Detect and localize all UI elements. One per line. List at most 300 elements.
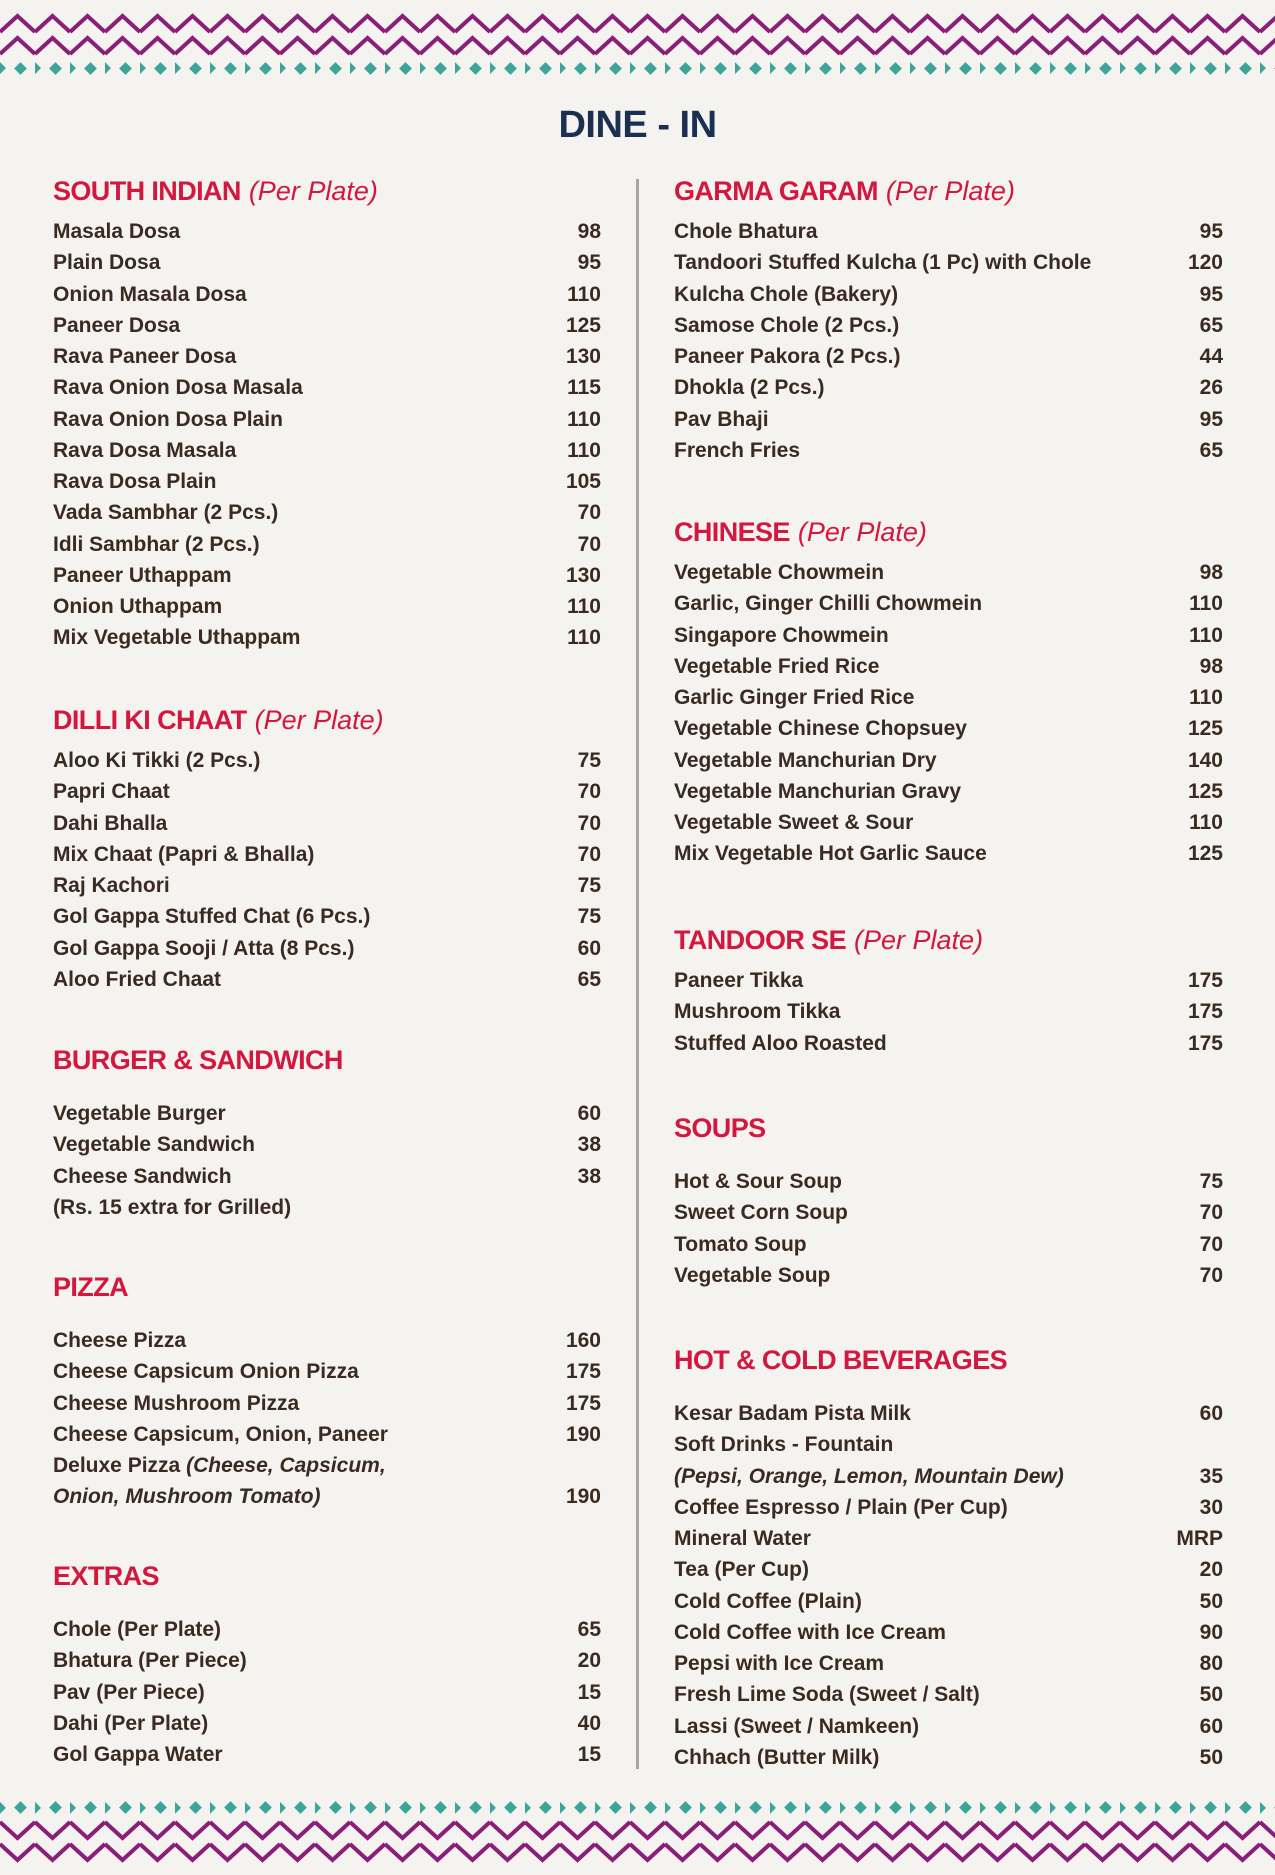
item-name-text: Rava Onion Dosa Plain [53,407,283,431]
menu-item-price: 110 [1189,623,1223,647]
item-name-text: Cheese Sandwich [53,1164,232,1188]
section-title: EXTRAS [53,1561,159,1591]
menu-item [674,1166,1223,1197]
menu-item-name [53,1739,223,1770]
section-heading [674,512,1223,552]
menu-item-name [674,404,769,435]
menu-item-name [53,1356,359,1387]
menu-item-name [53,1419,388,1450]
menu-item [53,622,601,653]
item-name-text: Vegetable Chowmein [674,561,885,585]
menu-item-price: 50 [1199,1683,1223,1707]
menu-item-price: 175 [1187,1000,1223,1024]
menu-item-name [53,310,180,341]
menu-item [674,1028,1223,1059]
menu-item-name [674,1554,809,1585]
top-zigzag-border [0,8,1275,88]
item-name-text: Stuffed Aloo Roasted [674,1031,887,1055]
section-title: HOT & COLD BEVERAGES [674,1345,1008,1375]
menu-item [53,1325,601,1356]
section-title: GARMA GARAM [674,176,878,206]
menu-item-name [674,557,884,588]
menu-item [674,682,1223,713]
item-name-text: Pepsi with Ice Cream [674,1652,885,1676]
menu-item-name [53,1161,232,1192]
menu-item-price: 125 [1187,842,1223,866]
menu-section-pizza [53,1267,601,1513]
menu-item-name [674,682,914,713]
section-subtitle: (Per Plate) [248,176,378,206]
item-name-text: Pav (Per Piece) [53,1680,205,1704]
menu-item-name [53,1192,291,1223]
menu-item-name [53,279,247,310]
item-name-text: Mix Vegetable Uthappam [53,626,301,650]
menu-item-list [53,1325,601,1513]
item-name-text: Kulcha Chole (Bakery) [674,282,899,306]
item-name-text: Lassi (Sweet / Namkeen) [674,1714,920,1738]
item-name-text: Garlic Ginger Fried Rice [674,686,915,710]
menu-item-name [53,341,236,372]
menu-item-price: 26 [1199,376,1223,400]
menu-item-list [53,745,601,995]
menu-item-name [53,1388,299,1419]
menu-item-name [53,1645,247,1676]
section-title: TANDOOR SE [674,925,847,955]
item-name-text: Onion Masala Dosa [53,282,247,306]
menu-section-south-indian [53,171,601,654]
menu-item [674,1586,1223,1617]
menu-item-name [53,1614,221,1645]
menu-item-name [674,745,937,776]
menu-item-list [674,1398,1223,1773]
menu-item-price: 70 [1199,1201,1223,1225]
menu-item [53,372,601,403]
menu-item [53,1677,601,1708]
menu-item-name [674,1586,862,1617]
menu-item [674,1523,1223,1554]
menu-item-price: 130 [565,563,601,587]
menu-item-name [53,1450,386,1481]
menu-item-list [53,1614,601,1770]
menu-item [53,808,601,839]
item-name-text: Tea (Per Cup) [674,1558,809,1582]
menu-item-name [674,435,800,466]
menu-item-name [53,466,216,497]
menu-item [674,1398,1223,1429]
item-name-text: Mix Vegetable Hot Garlic Sauce [674,842,987,866]
menu-item-name [53,1708,208,1739]
section-heading [674,1108,1223,1148]
menu-item-price: 175 [1187,969,1223,993]
menu-item [674,279,1223,310]
item-note: Onion, Mushroom Tomato) [53,1485,321,1509]
menu-item-name [53,560,232,591]
item-name-text: Cold Coffee (Plain) [674,1589,862,1613]
menu-item-price: 38 [577,1164,601,1188]
menu-item-price: 90 [1199,1620,1223,1644]
menu-item-price: 70 [577,780,601,804]
menu-item [53,1356,601,1387]
menu-item-name [53,839,314,870]
menu-item-name [674,1229,807,1260]
section-title: DILLI KI CHAAT [53,705,247,735]
menu-item [674,776,1223,807]
menu-item-price: 130 [565,345,601,369]
menu-item-price: 20 [577,1649,601,1673]
menu-item [674,651,1223,682]
menu-item-price: 115 [567,376,601,400]
item-name-text: Tomato Soup [674,1232,807,1256]
menu-item-price: 70 [1199,1232,1223,1256]
menu-item-price: 105 [565,470,601,494]
item-name-text: Singapore Chowmein [674,623,889,647]
menu-item-price: 65 [1199,313,1223,337]
menu-item-price: 160 [565,1329,601,1353]
menu-item-name [53,372,303,403]
menu-item-name [674,1429,893,1460]
menu-item-name [674,341,900,372]
menu-item-price: 125 [1187,717,1223,741]
section-subtitle: (Per Plate) [885,176,1015,206]
section-title: CHINESE [674,517,790,547]
section-title: SOUPS [674,1113,766,1143]
menu-item-list [674,965,1223,1059]
menu-item [674,965,1223,996]
item-name-text: Gol Gappa Stuffed Chat (6 Pcs.) [53,905,371,929]
item-name-text: Cold Coffee with Ice Cream [674,1620,946,1644]
column-divider [636,179,639,1769]
item-name-text: Idli Sambhar (2 Pcs.) [53,532,260,556]
menu-item [53,435,601,466]
item-name-text: Fresh Lime Soda (Sweet / Salt) [674,1683,980,1707]
section-subtitle: (Per Plate) [854,925,984,955]
menu-item-name [674,1197,848,1228]
menu-item [674,1492,1223,1523]
menu-item [53,964,601,995]
menu-item [674,1554,1223,1585]
item-name-text: Vegetable Manchurian Dry [674,748,937,772]
menu-item [674,1260,1223,1291]
menu-item-price: 60 [1199,1402,1223,1426]
menu-item-price: 15 [577,1680,601,1704]
menu-item-name [674,651,879,682]
menu-item-name [674,965,803,996]
menu-item [53,870,601,901]
menu-section-burger-sandwich [53,1040,601,1223]
menu-item-list [674,1166,1223,1291]
menu-item-price: 110 [567,626,601,650]
menu-item-name [674,1260,830,1291]
menu-item [674,372,1223,403]
menu-item-name [674,1523,811,1554]
item-name-text: Dahi Bhalla [53,811,168,835]
section-heading [53,1267,601,1307]
item-name-text: Chhach (Butter Milk) [674,1745,880,1769]
menu-item [674,1742,1223,1773]
menu-item-price: 125 [1187,779,1223,803]
menu-item-price: 60 [577,936,601,960]
menu-item [674,1711,1223,1742]
menu-item-name [53,529,260,560]
bottom-zigzag-border [0,1788,1275,1868]
menu-item-name [53,870,170,901]
menu-item [674,1429,1223,1460]
menu-item [674,310,1223,341]
menu-section-extras [53,1556,601,1770]
item-name-text: Papri Chaat [53,780,170,804]
menu-section-beverages [674,1340,1223,1773]
menu-item [53,1481,601,1512]
menu-item-name [674,1461,1064,1492]
menu-item-price: 110 [567,438,601,462]
section-heading [674,1340,1223,1380]
menu-item-name [674,1166,842,1197]
menu-item-price: 15 [577,1743,601,1767]
item-name-text: Bhatura (Per Piece) [53,1649,247,1673]
menu-item [674,1197,1223,1228]
menu-item [53,1161,601,1192]
menu-item [674,1461,1223,1492]
menu-item-name [53,1677,205,1708]
menu-item [53,279,601,310]
menu-item-list [53,216,601,654]
menu-item [674,216,1223,247]
menu-item-name [674,620,889,651]
menu-item [53,216,601,247]
menu-item-name [674,1742,879,1773]
menu-item [53,1614,601,1645]
menu-section-garma-garam [674,171,1223,466]
menu-item [53,310,601,341]
item-note: (Cheese, Capsicum, [186,1454,386,1478]
menu-item [674,588,1223,619]
menu-item-price: 40 [577,1711,601,1735]
item-name-text: Cheese Capsicum Onion Pizza [53,1360,359,1384]
section-heading [674,920,1223,960]
menu-item-price: 65 [577,967,601,991]
menu-item-list [53,1098,601,1223]
item-name-text: Paneer Tikka [674,969,804,993]
item-name-text: Coffee Espresso / Plain (Per Cup) [674,1495,1008,1519]
menu-item-price: 70 [577,842,601,866]
menu-item-name [53,216,180,247]
menu-item-name [53,745,260,776]
menu-section-soups [674,1108,1223,1291]
menu-item-price: 30 [1199,1495,1223,1519]
item-name-text: Garlic, Ginger Chilli Chowmein [674,592,983,616]
menu-item-name [674,1711,919,1742]
item-name-text: Aloo Fried Chaat [53,967,222,991]
menu-item-price: 60 [1199,1714,1223,1738]
menu-item [674,1617,1223,1648]
menu-item [53,1450,601,1481]
section-heading [674,171,1223,211]
menu-item-price: 65 [1199,438,1223,462]
menu-item-name [674,1398,911,1429]
menu-item-name [674,279,898,310]
menu-item-price: 70 [577,532,601,556]
menu-item [674,807,1223,838]
menu-item [674,713,1223,744]
menu-item-name [53,776,170,807]
item-name-text: Rava Dosa Masala [53,438,237,462]
menu-item-price: 95 [1199,407,1223,431]
item-name-text: Gol Gappa Sooji / Atta (8 Pcs.) [53,936,355,960]
menu-item [53,529,601,560]
menu-item-price: 95 [577,251,601,275]
item-name-text: Rava Dosa Plain [53,470,217,494]
menu-item-price: 110 [1189,686,1223,710]
item-name-text: Samose Chole (2 Pcs.) [674,313,900,337]
item-name-text: Vegetable Soup [674,1263,831,1287]
menu-item-price: 110 [567,407,601,431]
item-name-text: Deluxe Pizza [53,1454,181,1478]
menu-item [53,776,601,807]
menu-item-price: 60 [577,1102,601,1126]
item-name-text: Tandoori Stuffed Kulcha (1 Pc) with Chole [674,251,1092,275]
item-name-text: Dahi (Per Plate) [53,1711,209,1735]
menu-item-name [53,1129,255,1160]
item-name-text: Onion Uthappam [53,595,223,619]
item-name-text: Paneer Pakora (2 Pcs.) [674,345,901,369]
menu-item [674,996,1223,1027]
section-heading [53,1556,601,1596]
section-heading [53,700,601,740]
menu-item-price: 75 [577,905,601,929]
menu-item-price: 35 [1199,1464,1223,1488]
menu-item-price: 98 [577,220,601,244]
menu-item-price: 80 [1199,1652,1223,1676]
item-name-text: Vegetable Sandwich [53,1133,255,1157]
menu-item-name [53,1098,226,1129]
menu-item-price: 75 [1199,1170,1223,1194]
menu-item [53,1419,601,1450]
menu-item-price: 44 [1199,345,1223,369]
menu-item-price: 98 [1199,561,1223,585]
section-title: PIZZA [53,1272,128,1302]
menu-item-name [53,622,300,653]
menu-item-price: 140 [1187,748,1223,772]
menu-item [674,341,1223,372]
menu-item-name [674,996,840,1027]
menu-item-price: 110 [1189,811,1223,835]
menu-item-name [53,435,236,466]
menu-section-chinese [674,512,1223,870]
item-name-text: Vegetable Chinese Chopsuey [674,717,967,741]
menu-item-name [674,807,913,838]
menu-item-price: 95 [1199,282,1223,306]
menu-item [674,1648,1223,1679]
menu-item-name [674,776,961,807]
menu-item [53,1388,601,1419]
item-name-text: Paneer Dosa [53,313,181,337]
menu-item-price: 75 [577,749,601,773]
menu-item [53,1192,601,1223]
menu-item-name [674,1648,884,1679]
item-name-text: (Rs. 15 extra for Grilled) [53,1195,292,1219]
menu-item [674,435,1223,466]
menu-item [674,745,1223,776]
menu-item-price: 75 [577,874,601,898]
menu-item-price: 50 [1199,1745,1223,1769]
menu-item-price: 190 [565,1422,601,1446]
menu-item-name [53,808,167,839]
item-name-text: Vegetable Fried Rice [674,654,880,678]
item-name-text: Aloo Ki Tikki (2 Pcs.) [53,749,261,773]
item-name-text: Soft Drinks - Fountain [674,1433,894,1457]
item-name-text: Mix Chaat (Papri & Bhalla) [53,842,315,866]
menu-item [53,901,601,932]
menu-item-price: 70 [1199,1263,1223,1287]
page-title: DINE - IN [558,104,717,146]
item-name-text: Rava Paneer Dosa [53,345,237,369]
menu-item-price: 175 [565,1360,601,1384]
menu-item-price: 50 [1199,1589,1223,1613]
menu-item [53,341,601,372]
menu-item-name [53,591,222,622]
menu-item-price: 70 [577,501,601,525]
menu-item-name [674,588,982,619]
menu-section-tandoor-se [674,920,1223,1059]
menu-item [53,466,601,497]
menu-item-name [53,247,160,278]
menu-item-name [53,901,370,932]
item-name-text: Cheese Pizza [53,1329,187,1353]
menu-item-name [53,1325,186,1356]
menu-item-price: 175 [1187,1031,1223,1055]
item-name-text: Cheese Capsicum, Onion, Paneer [53,1422,388,1446]
menu-item-price: 125 [565,313,601,337]
section-title: SOUTH INDIAN [53,176,241,206]
item-name-text: Masala Dosa [53,220,181,244]
menu-item [53,247,601,278]
menu-item [53,404,601,435]
item-name-text: Chole (Per Plate) [53,1618,222,1642]
menu-item [53,560,601,591]
item-name-text: Vegetable Manchurian Gravy [674,779,962,803]
item-name-text: Vegetable Burger [53,1102,226,1126]
section-title: BURGER & SANDWICH [53,1045,343,1075]
menu-item-name [674,1679,980,1710]
menu-item-price: 110 [1189,592,1223,616]
item-name-text: Plain Dosa [53,251,161,275]
menu-item-price: 65 [577,1618,601,1642]
menu-item-name [674,247,1091,278]
menu-item [674,620,1223,651]
menu-item [674,404,1223,435]
item-name-text: Vada Sambhar (2 Pcs.) [53,501,279,525]
menu-item-name [674,713,967,744]
item-name-text: Sweet Corn Soup [674,1201,848,1225]
menu-item [53,591,601,622]
menu-item [53,497,601,528]
menu-item [53,1645,601,1676]
menu-item-price: 70 [577,811,601,835]
item-name-text: Gol Gappa Water [53,1743,223,1767]
menu-item-name [674,372,825,403]
menu-item [53,933,601,964]
menu-item-price: 120 [1187,251,1223,275]
menu-item-name [53,404,283,435]
item-name-text: Kesar Badam Pista Milk [674,1402,911,1426]
item-name-text: Rava Onion Dosa Masala [53,376,303,400]
menu-item-price: 98 [1199,654,1223,678]
menu-item [674,838,1223,869]
menu-item-name [53,1481,321,1512]
item-name-text: French Fries [674,438,801,462]
menu-item [53,1739,601,1770]
menu-item [53,1708,601,1739]
